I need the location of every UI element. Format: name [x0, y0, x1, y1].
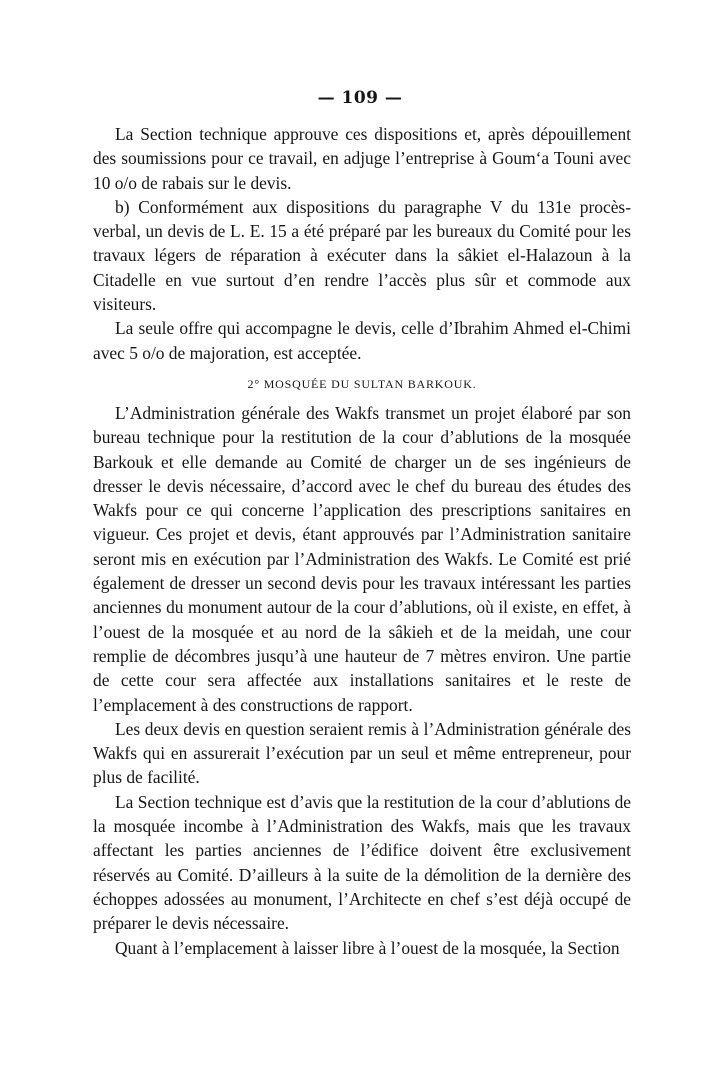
paragraph-sakiet-el-halazoun: b) Conformément aux dispositions du paragraphe V du 131e procès-verbal, un devis de L. E. 15 a été préparé par les bureaux du Comité pour les travaux légers de réparation à exécuter dans la sâkiet el-Halazoun à la Citadelle en vue surtout d’en rendre l’accès plus sûr et commode aux visiteurs. [93, 196, 631, 315]
paragraph-approval-goum-a-touni: La Section technique approuve ces dispositions et, après dépouillement des soumissions pour ce travail, en adjuge l’entreprise à Goum‘a Touni avec 10 o/o de rabais sur le devis. [93, 124, 631, 193]
section-heading-barkouk: 2° MOSQUÉE DU SULTAN BARKOUK. [247, 376, 477, 391]
paragraph-two-estimates: Les deux devis en question seraient remis à l’Administration générale des Wakfs qui en assurerait l’exécution par un seul et même entrepreneur, pour plus de facilité. [93, 718, 631, 788]
paragraph-wakfs-project: L’Administration générale des Wakfs transmet un projet élaboré par son bureau technique pour la restitution de la cour d’ablutions de la mosquée Barkouk et elle demande au Comité de charger un de ses ingénieurs de dresser le devis nécessaire, d’accord avec le chef du bureau des études des Wakfs pour ce qui concerne l’application des prescriptions sanitaires en vigueur. Ces projet et devis, étant approuvés par l’Administration sanitaire seront mis en exécution par l’Administration des Wakfs. Le Comité est prié également de dresser un second devis pour les travaux intéressant les parties anciennes du monument autour de la cour d’ablutions, où il existe, en effet, à l’ouest de la mosquée et au nord de la sâkieh et de la meidah, une cour remplie de décombres jusqu’à une hauteur de 7 mètres environ. Une partie de cette cour sera affectée aux installations sanitaires et le reste de l’emplacement à des constructions de rapport. [93, 402, 631, 715]
paragraph-ibrahim-offer: La seule offre qui accompagne le devis, celle d’Ibrahim Ahmed el-Chimi avec 5 o/o de majoration, est acceptée. [93, 318, 631, 363]
paragraph-emplacement: Quant à l’emplacement à laisser libre à l’ouest de la mosquée, la Section [115, 937, 620, 958]
body-text [93, 122, 631, 960]
page-number: — 109 — [317, 88, 403, 108]
paragraph-section-opinion: La Section technique est d’avis que la restitution de la cour d’ablutions de la mosquée incombe à l’Administration des Wakfs, mais que les travaux affectant les parties anciennes de l’édifice doivent être exclusivement réservés au Comité. D’ailleurs à la suite de la démolition de la dernière des échoppes adossées au monument, l’Architecte en chef s’est déjà occupé de préparer le devis nécessaire. [93, 791, 631, 934]
